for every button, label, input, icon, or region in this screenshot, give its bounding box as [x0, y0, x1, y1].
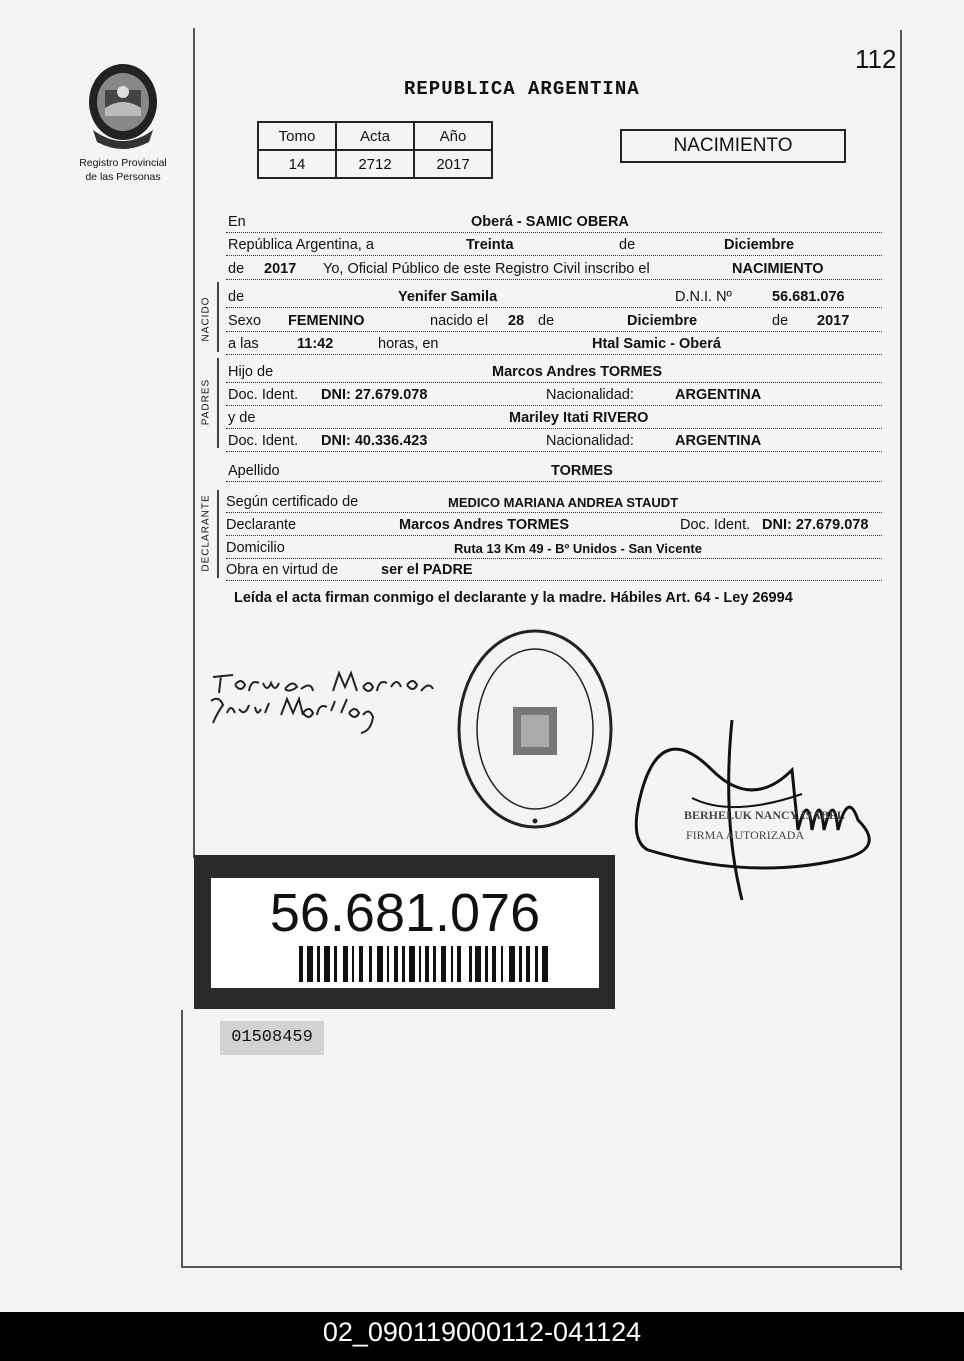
year-value: 2017 [264, 261, 297, 277]
domicilio-label: Domicilio [226, 540, 285, 556]
obra-value: ser el PADRE [381, 562, 473, 578]
father-nationality: ARGENTINA [675, 387, 762, 403]
domicilio-value: Ruta 13 Km 49 - Bº Unidos - San Vicente [454, 541, 702, 556]
horas-label: horas, en [378, 336, 439, 352]
father-nat-label: Nacionalidad: [546, 387, 634, 403]
row-time [226, 332, 882, 355]
yo-text: Yo, Oficial Público de este Registro Civil inscribo el [323, 261, 650, 277]
yde-label: y de [228, 410, 256, 426]
mother-name: Mariley Itati RIVERO [509, 410, 649, 426]
de-label-3: de [772, 313, 789, 329]
provincial-shield-icon [83, 60, 163, 150]
closing-statement: Leída el acta firman conmigo el declarante y la madre. Hábiles Art. 64 - Ley 26994 [234, 590, 793, 606]
en-label: En [228, 214, 246, 230]
birth-place: Htal Samic - Oberá [592, 336, 721, 352]
father-doc-label: Doc. Ident. [228, 387, 299, 403]
birth-month: Diciembre [627, 313, 698, 329]
nacido-de-label: de [228, 289, 245, 305]
row-obra [226, 558, 882, 581]
footer-document-id: 02_090119000112-041124 [0, 1312, 964, 1361]
barcode-icon [299, 946, 549, 982]
en-value: Oberá - SAMIC OBERA [471, 214, 629, 230]
barcode-label [194, 855, 615, 1009]
birth-time: 11:42 [297, 336, 334, 352]
country-title: REPUBLICA ARGENTINA [404, 78, 640, 100]
record-table [257, 121, 493, 179]
declarante-name: Marcos Andres TORMES [399, 517, 570, 533]
registry-logo [78, 60, 168, 183]
acta-label: Acta [336, 122, 414, 150]
father-name: Marcos Andres TORMES [492, 364, 663, 380]
mother-doc-label: Doc. Ident. [228, 433, 299, 449]
de-label: de [619, 237, 636, 253]
acta-value: 2712 [336, 150, 414, 178]
declarante-side-label: DECLARANTE [200, 494, 212, 572]
row-father-doc [226, 383, 882, 406]
mother-nationality: ARGENTINA [675, 433, 762, 449]
record-type-box: NACIMIENTO [620, 129, 846, 163]
nacido-bar [217, 282, 219, 352]
month-value: Diciembre [724, 237, 795, 253]
birth-year: 2017 [817, 313, 850, 329]
apellido-label: Apellido [228, 463, 280, 479]
child-dni: 56.681.076 [772, 289, 845, 305]
dni-label: D.N.I. Nº [675, 289, 732, 305]
nacido-side-label: NACIDO [200, 296, 212, 342]
page-number: 112 [855, 44, 897, 74]
row-date [226, 233, 882, 256]
sexo-value: FEMENINO [288, 313, 365, 329]
registry-caption-2: de las Personas [85, 171, 161, 183]
row-domicilio [226, 536, 882, 559]
de2-label: de [228, 261, 245, 277]
barcode-inner [211, 878, 599, 988]
sexo-label: Sexo [228, 313, 262, 329]
day-value: Treinta [466, 237, 514, 253]
registry-caption-1: Registro Provincial [79, 157, 167, 169]
tomo-value: 14 [258, 150, 336, 178]
row-cert [226, 490, 882, 513]
hijo-label: Hijo de [228, 364, 274, 380]
right-margin-line [900, 30, 902, 1270]
row-name [226, 285, 882, 308]
row-father [226, 360, 882, 383]
cert-label: Según certificado de [226, 494, 359, 510]
anio-label: Año [414, 122, 492, 150]
de-label-2: de [538, 313, 555, 329]
official-title: FIRMA AUTORIZADA [686, 828, 805, 842]
control-number: 01508459 [220, 1021, 324, 1055]
inscribo-value: NACIMIENTO [732, 261, 824, 277]
father-doc: DNI: 27.679.078 [321, 387, 428, 403]
row-apellido [226, 459, 882, 482]
bottom-margin-line [181, 1266, 902, 1268]
row-mother-doc [226, 429, 882, 452]
declarante-label: Declarante [226, 517, 297, 533]
official-name: BERHELUK NANCY ISABEL [684, 808, 845, 822]
apellido-value: TORMES [551, 463, 613, 479]
cert-value: MEDICO MARIANA ANDREA STAUDT [448, 495, 679, 510]
row-en [226, 210, 882, 233]
republica-label: República Argentina, a [228, 237, 374, 253]
official-signature [632, 710, 892, 900]
anio-value: 2017 [414, 150, 492, 178]
left-margin-line [193, 28, 195, 858]
padres-bar [217, 358, 219, 448]
row-year [226, 257, 882, 280]
padres-side-label: PADRES [200, 378, 212, 426]
declarant-signatures [205, 655, 450, 735]
birth-day: 28 [508, 313, 525, 329]
declarante-doc: DNI: 27.679.078 [762, 517, 869, 533]
nacido-el-label: nacido el [430, 313, 489, 329]
tomo-label: Tomo [258, 122, 336, 150]
row-declarante [226, 513, 882, 536]
row-mother [226, 406, 882, 429]
row-sex [226, 309, 882, 332]
left-margin-line-lower [181, 1010, 183, 1268]
obra-label: Obra en virtud de [226, 562, 339, 578]
mother-doc: DNI: 40.336.423 [321, 433, 428, 449]
child-name: Yenifer Samila [398, 289, 498, 305]
alas-label: a las [228, 336, 259, 352]
barcode-number: 56.681.076 [269, 883, 541, 943]
mother-nat-label: Nacionalidad: [546, 433, 634, 449]
official-seal-icon [455, 625, 620, 835]
declarante-bar [217, 490, 219, 578]
declarante-doc-label: Doc. Ident. [680, 517, 751, 533]
